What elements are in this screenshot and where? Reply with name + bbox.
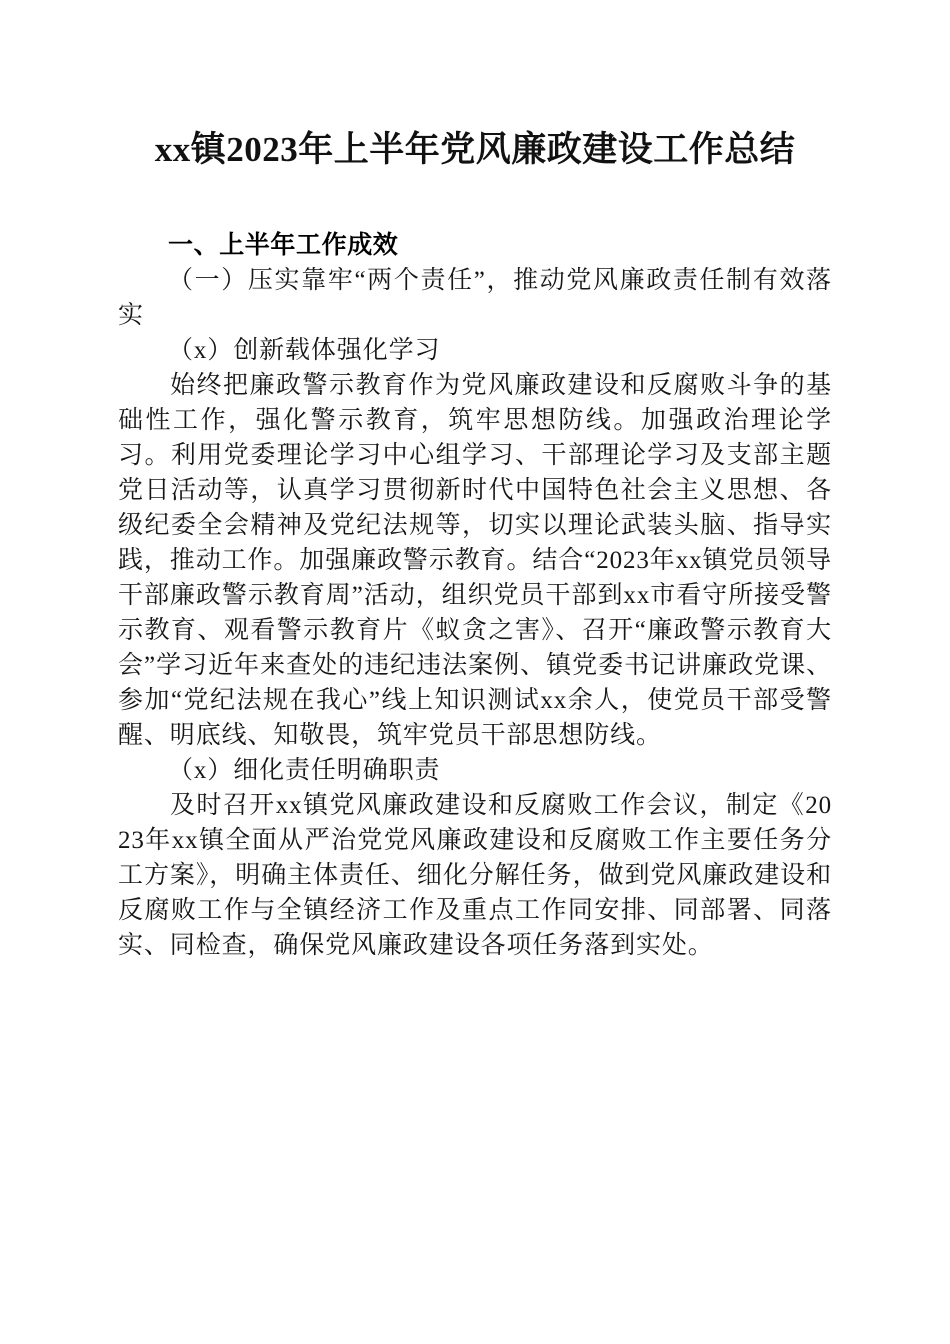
section-heading-level-2: （一）压实靠牢“两个责任”，推动党风廉政责任制有效落实 xyxy=(118,267,832,329)
page-title: xx镇2023年上半年党风廉政建设工作总结 xyxy=(154,130,796,169)
subsection-heading-1: （x）创新载体强化学习 xyxy=(168,337,441,364)
document-body xyxy=(118,0,832,963)
subsection-heading-2: （x）细化责任明确职责 xyxy=(168,757,441,784)
section-heading-level-1: 一、上半年工作成效 xyxy=(168,231,399,259)
body-paragraph-2: 及时召开xx镇党风廉政建设和反腐败工作会议，制定《2023年xx镇全面从严治党党风廉政建设和反腐败工作主要任务分工方案》，明确主体责任、细化分解任务，做到党风廉政建设和反腐败工作与全镇经济工作及重点工作同安排、同部署、同落实、同检查，确保党风廉政建设各项任务落到实处。 xyxy=(118,792,832,959)
body-paragraph-1: 始终把廉政警示教育作为党风廉政建设和反腐败斗争的基础性工作，强化警示教育，筑牢思想防线。加强政治理论学习。利用党委理论学习中心组学习、干部理论学习及支部主题党日活动等，认真学习贯彻新时代中国特色社会主义思想、各级纪委全会精神及党纪法规等，切实以理论武装头脑、指导实践，推动工作。加强廉政警示教育。结合“2023年xx镇党员领导干部廉政警示教育周”活动，组织党员干部到xx市看守所接受警示教育、观看警示教育片《蚁贪之害》、召开“廉政警示教育大会”学习近年来查处的违纪违法案例、镇党委书记讲廉政党课、参加“党纪法规在我心”线上知识测试xx余人，使党员干部受警醒、明底线、知敬畏，筑牢党员干部思想防线。 xyxy=(118,372,832,749)
